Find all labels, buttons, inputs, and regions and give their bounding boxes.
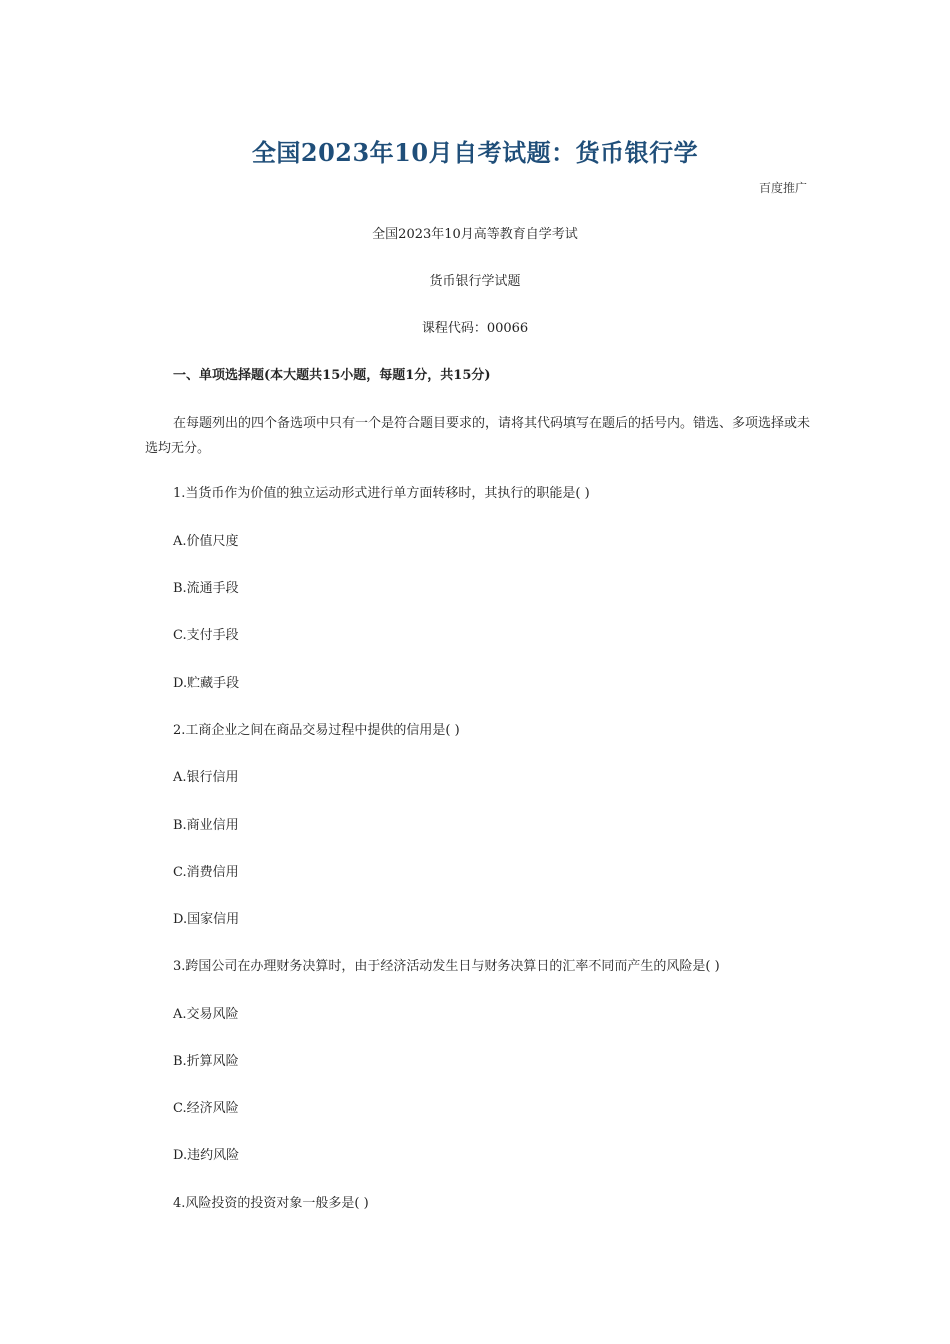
answer-option: C.经济风险 [173,1101,239,1116]
answer-option: D.贮藏手段 [173,676,240,691]
answer-option: B.流通手段 [173,581,239,596]
question-stem: 4.风险投资的投资对象一般多是( ) [173,1196,369,1211]
answer-option: A.交易风险 [173,1007,239,1022]
answer-option: A.银行信用 [173,770,239,785]
answer-option: B.商业信用 [173,818,239,833]
section-heading: 一、单项选择题(本大题共15小题，每题1分，共15分) [173,368,491,383]
source-label: 百度推广 [758,181,807,195]
answer-option: B.折算风险 [173,1054,239,1069]
answer-option: A.价值尺度 [173,534,239,549]
answer-option: D.国家信用 [173,912,240,927]
answer-option: C.消费信用 [173,865,239,880]
document-title: 全国2023年10月自考试题：货币银行学 [251,138,699,167]
course-code: 课程代码：00066 [421,321,529,336]
question-stem: 3.跨国公司在办理财务决算时，由于经济活动发生日与财务决算日的汇率不同而产生的风险是( ) [173,959,720,974]
subject-title: 货币银行学试题 [429,274,521,289]
exam-header: 全国2023年10月高等教育自学考试 [372,227,578,242]
question-stem: 1.当货币作为价值的独立运动形式进行单方面转移时，其执行的职能是( ) [173,486,590,501]
answer-option: D.违约风险 [173,1148,240,1163]
instructions-paragraph: 在每题列出的四个备选项中只有一个是符合题目要求的，请将其代码填写在题后的括号内。错选、多项选择或未选均无分。 [145,416,811,456]
question-stem: 2.工商企业之间在商品交易过程中提供的信用是( ) [173,723,460,738]
answer-option: C.支付手段 [173,628,239,643]
